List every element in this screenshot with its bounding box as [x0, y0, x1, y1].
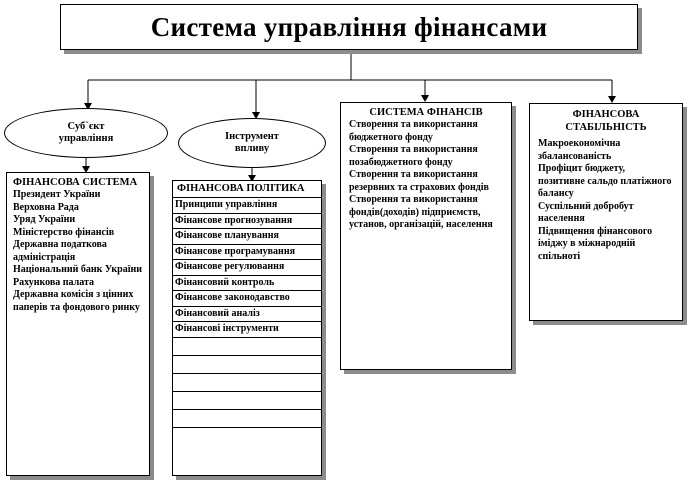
list-item: Фінансове програмування — [173, 245, 321, 261]
financial-policy-heading: ФІНАНСОВА ПОЛІТИКА — [177, 183, 305, 194]
financial-system-panel — [6, 172, 150, 476]
list-item: Фінансове прогнозування — [173, 214, 321, 230]
list-item: Макроекономічна збалансованість — [538, 138, 621, 162]
empty-row — [173, 356, 321, 374]
list-item: Підвищення фінансового іміджу в міжнародній спільноті — [538, 225, 653, 262]
list-item: Фінансовий контроль — [173, 276, 321, 292]
subject-ellipse-label: Суб`єкт управління — [58, 120, 114, 144]
list-item: Верховна Рада — [13, 201, 79, 213]
empty-row — [173, 392, 321, 410]
diagram-title: Система управління фінансами — [150, 11, 548, 42]
list-item: Створення та використання бюджетного фонду — [349, 119, 478, 143]
financial-policy-panel — [172, 180, 322, 476]
list-item: Державна комісія з цінних паперів та фондового ринку — [13, 289, 140, 313]
list-item: Створення та використання резервних та страхових фондів — [349, 169, 489, 193]
finance-system-panel — [340, 102, 512, 370]
diagram-title-box — [60, 4, 638, 50]
list-item: Рахункова палата — [13, 276, 95, 288]
list-item: Створення та використання позабюджетного фонду — [349, 144, 478, 168]
list-item: Президент України — [13, 189, 101, 201]
list-item: Суспільний добробут населення — [538, 200, 634, 225]
list-item: Фінансове законодавство — [173, 291, 321, 307]
financial-system-heading: ФІНАНСОВА СИСТЕМА — [13, 177, 138, 188]
instrument-ellipse — [178, 118, 326, 168]
list-item: Принципи управління — [173, 198, 321, 214]
list-item: Фінансові інструменти — [173, 322, 321, 338]
list-item: Державна податкова адміністрація — [13, 239, 107, 263]
empty-row — [173, 338, 321, 356]
list-item: Уряд України — [13, 214, 76, 226]
list-item: Міністерство фінансів — [13, 226, 115, 238]
list-item: Національний банк України — [13, 264, 143, 276]
list-item: Профіцит бюджету, позитивне сальдо платіжного балансу — [538, 163, 672, 200]
subject-ellipse — [4, 108, 168, 158]
financial-stability-panel — [529, 103, 683, 321]
empty-row — [173, 410, 321, 428]
instrument-ellipse-label: Інструмент впливу — [225, 130, 279, 154]
list-item: Фінансовий аналіз — [173, 307, 321, 323]
arrow-stability — [608, 96, 616, 103]
empty-row — [173, 374, 321, 392]
list-item: Створення та використання фондів(доходів) підприємств, установ, організацій, населення — [349, 194, 493, 231]
financial-stability-heading: ФІНАНСОВА СТАБІЛЬНІСТЬ — [565, 109, 647, 134]
list-item: Фінансове регулювання — [173, 260, 321, 276]
arrow-finance-system — [421, 95, 429, 102]
list-item: Фінансове планування — [173, 229, 321, 245]
finance-system-heading: СИСТЕМА ФІНАНСІВ — [369, 107, 483, 118]
